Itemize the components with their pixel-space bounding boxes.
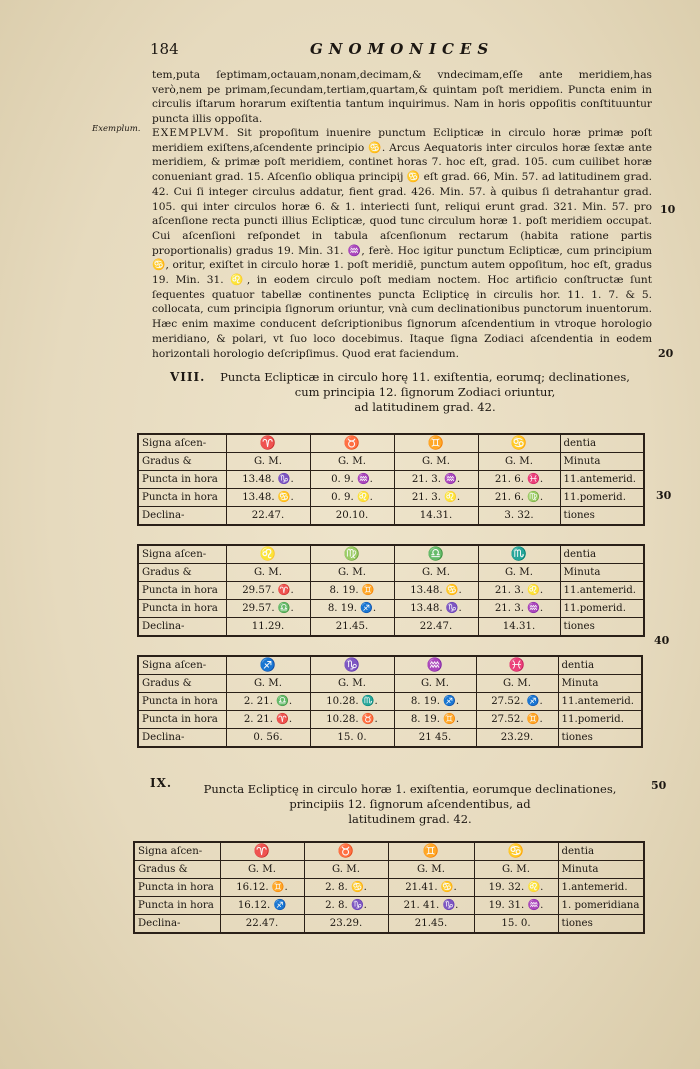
- table-cell: 21. 3. ♌.: [394, 489, 478, 507]
- table-row: [138, 656, 642, 675]
- table-cell: G. M.: [310, 564, 394, 582]
- row-suffix: Minuta: [558, 675, 642, 693]
- table-cell: 15. 0.: [310, 729, 394, 748]
- zodiac-sign: ♊: [394, 434, 478, 453]
- table-cell: 8. 19. ♐.: [394, 693, 476, 711]
- table-cell: 29.57. ♎.: [226, 600, 310, 618]
- table-cell: G. M.: [478, 453, 560, 471]
- row-label: Puncta in hora: [134, 879, 220, 897]
- example-paragraph: [152, 126, 652, 361]
- row-suffix: 11.antemerid.: [558, 693, 642, 711]
- section-ix-number: IX.: [150, 776, 173, 790]
- table-row: [134, 879, 644, 897]
- row-label: Puncta in hora: [138, 600, 226, 618]
- zodiac-sign: ♏: [478, 545, 560, 564]
- table-row: [134, 861, 644, 879]
- zodiac-sign: ♍: [310, 545, 394, 564]
- line-number-10: 10: [660, 203, 676, 216]
- row-suffix: 1. pomeridiana: [558, 897, 644, 915]
- table-row: [138, 582, 644, 600]
- table-row: [138, 564, 644, 582]
- row-suffix: dentia: [560, 434, 644, 453]
- table-cell: 19. 32. ♌.: [474, 879, 558, 897]
- table-row: [138, 675, 642, 693]
- zodiac-sign: ♐: [226, 656, 310, 675]
- row-suffix: tiones: [560, 618, 644, 637]
- section-ix-title-line: principiis 12. ſignorum aſcendentibus, ad: [289, 797, 531, 811]
- table-cell: 21. 41. ♑.: [388, 897, 474, 915]
- table-row: [134, 842, 644, 861]
- table-cell: G. M.: [220, 861, 304, 879]
- table-cell: 13.48. ♑.: [226, 471, 310, 489]
- section-viii-title: [220, 370, 630, 415]
- table-row: [134, 897, 644, 915]
- section-viii-title-line: cum principia 12. ſignorum Zodiaci oriuntur,: [294, 385, 556, 399]
- table-cell: 21. 6. ♓.: [478, 471, 560, 489]
- table-cell: 21. 6. ♍.: [478, 489, 560, 507]
- row-label: Signa aſcen-: [138, 434, 226, 453]
- table-row: [138, 489, 644, 507]
- table-cell: 0. 9. ♒.: [310, 471, 394, 489]
- table-cell: 3. 32.: [478, 507, 560, 526]
- table-row: [138, 600, 644, 618]
- table-cell: 10.28. ♉.: [310, 711, 394, 729]
- page-number: 184: [150, 40, 179, 58]
- declination-table-3: [137, 655, 643, 748]
- table-cell: 21.45.: [310, 618, 394, 637]
- zodiac-sign: ♒: [394, 656, 476, 675]
- table-row: [134, 915, 644, 934]
- table-cell: 16.12. ♊.: [220, 879, 304, 897]
- zodiac-sign: ♓: [476, 656, 558, 675]
- zodiac-sign: ♋: [474, 842, 558, 861]
- table-cell: G. M.: [226, 564, 310, 582]
- row-suffix: 11.pomerid.: [558, 711, 642, 729]
- table-cell: G. M.: [394, 675, 476, 693]
- table-cell: G. M.: [474, 861, 558, 879]
- table-row: [138, 471, 644, 489]
- zodiac-sign: ♈: [220, 842, 304, 861]
- table-cell: 21. 3. ♌.: [478, 582, 560, 600]
- zodiac-sign: ♉: [310, 434, 394, 453]
- row-label: Gradus &: [134, 861, 220, 879]
- table-cell: 8. 19. ♊.: [394, 711, 476, 729]
- table-cell: G. M.: [226, 675, 310, 693]
- running-title: GNOMONICES: [310, 40, 495, 58]
- table-cell: 22.47.: [220, 915, 304, 934]
- row-suffix: dentia: [560, 545, 644, 564]
- table-cell: 2. 21. ♎.: [226, 693, 310, 711]
- table-cell: 14.31.: [394, 507, 478, 526]
- section-ix-title-line: latitudinem grad. 42.: [348, 812, 472, 826]
- table-cell: 23.29.: [304, 915, 388, 934]
- table-cell: 21 45.: [394, 729, 476, 748]
- table-cell: 22.47.: [226, 507, 310, 526]
- row-suffix: 11.pomerid.: [560, 489, 644, 507]
- table-row: [138, 507, 644, 526]
- table-cell: 29.57. ♈.: [226, 582, 310, 600]
- section-viii-title-line: ad latitudinem grad. 42.: [354, 400, 496, 414]
- table-row: [138, 545, 644, 564]
- row-label: Signa aſcen-: [138, 656, 226, 675]
- zodiac-sign: ♉: [304, 842, 388, 861]
- page-header: [150, 40, 530, 60]
- table-cell: 2. 8. ♑.: [304, 897, 388, 915]
- row-suffix: tiones: [560, 507, 644, 526]
- row-suffix: 11.antemerid.: [560, 582, 644, 600]
- table-cell: G. M.: [388, 861, 474, 879]
- zodiac-sign: ♋: [478, 434, 560, 453]
- row-label: Declina-: [138, 729, 226, 748]
- intro-paragraph: [152, 68, 652, 127]
- section-ix-title: [200, 782, 620, 827]
- table-cell: G. M.: [310, 675, 394, 693]
- table-cell: 21. 3. ♒.: [478, 600, 560, 618]
- table-row: [138, 453, 644, 471]
- row-label: Signa aſcen-: [134, 842, 220, 861]
- table-cell: 23.29.: [476, 729, 558, 748]
- line-number-50: 50: [651, 779, 667, 792]
- table-cell: 10.28. ♏.: [310, 693, 394, 711]
- zodiac-sign: ♈: [226, 434, 310, 453]
- table-cell: 20.10.: [310, 507, 394, 526]
- row-label: Puncta in hora: [134, 897, 220, 915]
- table-row: [138, 729, 642, 748]
- table-cell: 22.47.: [394, 618, 478, 637]
- row-label: Signa aſcen-: [138, 545, 226, 564]
- intro-text: tem,puta ſeptimam,octauam,nonam,decimam,& vndecimam,eſſe ante meridiem,has verò,nem pe primam,ſecundam,tertiam,quartam,& quintam poſt meridiem. Puncta enim in circulis iſtarum horarum exiſtentia tantum inquirimus. Nam in horis oppoſitis conſtituuntur puncta illis oppoſita.: [152, 69, 652, 126]
- zodiac-sign: ♑: [310, 656, 394, 675]
- table-cell: 0. 56.: [226, 729, 310, 748]
- declination-table-2: [137, 544, 645, 637]
- example-text-wrapper: [152, 126, 652, 361]
- row-suffix: tiones: [558, 729, 642, 748]
- row-label: Gradus &: [138, 675, 226, 693]
- row-suffix: Minuta: [560, 564, 644, 582]
- section-viii-number: VIII.: [170, 370, 206, 384]
- table-row: [138, 693, 642, 711]
- row-label: Puncta in hora: [138, 582, 226, 600]
- table-row: [138, 434, 644, 453]
- table-cell: 21. 3. ♒.: [394, 471, 478, 489]
- table-cell: 8. 19. ♐.: [310, 600, 394, 618]
- line-number-20: 20: [658, 347, 674, 360]
- row-label: Puncta in hora: [138, 693, 226, 711]
- row-suffix: 11.antemerid.: [560, 471, 644, 489]
- row-suffix: dentia: [558, 842, 644, 861]
- zodiac-sign: ♊: [388, 842, 474, 861]
- row-label: Puncta in hora: [138, 471, 226, 489]
- table-cell: 13.48. ♋.: [226, 489, 310, 507]
- zodiac-sign: ♎: [394, 545, 478, 564]
- row-label: Puncta in hora: [138, 711, 226, 729]
- table-cell: 19. 31. ♒.: [474, 897, 558, 915]
- table-cell: 2. 8. ♋.: [304, 879, 388, 897]
- table-cell: 0. 9. ♌.: [310, 489, 394, 507]
- line-number-40: 40: [654, 634, 670, 647]
- row-label: Gradus &: [138, 453, 226, 471]
- table-row: [138, 711, 642, 729]
- row-suffix: Minuta: [558, 861, 644, 879]
- declination-table-4: [133, 841, 645, 934]
- row-suffix: Minuta: [560, 453, 644, 471]
- row-suffix: tiones: [558, 915, 644, 934]
- section-viii-title-line: Puncta Eclipticæ in circulo horę 11. exiſtentia, eorumq; declinationes,: [220, 370, 630, 384]
- table-cell: 21.41. ♋.: [388, 879, 474, 897]
- table-cell: 15. 0.: [474, 915, 558, 934]
- example-text: Sit propoſitum inuenire punctum Eclipticæ in circulo horæ primæ poſt meridiem exiſtens,aſcendente principio ♋. Arcus Aequatoris inter circulos horæ ſextæ ante meridiem, & primæ poſt meridiem, continet horas 7. hoc eſt, grad. 105. cum cuilibet horæ conueniant grad. 15. Aſcenſio obliqua principij ♋ eſt grad. 66, Min. 57. ad latitudinem grad. 42. Cui ſi integer circulus addatur, fient grad. 426. Min. 57. à quibus ſi detrahantur grad. 105. qui inter circulos horæ 6. & 1. interiecti ſunt, reliqui erunt grad. 321. Min. 57. pro aſcenſione recta puncti illius Eclipticæ, quod tunc circulum horæ 1. poſt meridiem occupat. Cui aſcenſioni reſpondet in tabula aſcenſionum rectarum (habita ratione partis proportionalis) gradus 19. Min. 31. ♒, ferè. Hoc igitur punctum Eclipticæ, cum principium ♋, oritur, exiſtet in circulo horæ 1. poſt meridiē, punctum autem oppoſitum, hoc eſt, gradus 19. Min. 31. ♌, in eodem circulo poſt mediam noctem. Hoc artificio conſtructæ ſunt ſequentes quatuor tabellæ continentes puncta Eclipticę in circulis hor. 11. 1. 7. & 5. collocata, cum principia ſignorum oriuntur, vnà cum declinationibus punctorum inuentorum. Hæc enim maxime conducent deſcriptionibus ſignorum aſcendentium in vtroque horologio meridiano, & polari, vt ſuo loco docebimus. Itaque ſigna Zodiaci aſcendentia in eodem horizontali horologio deſcripſimus. Quod erat faciendum.: [152, 127, 652, 360]
- declination-table-1: [137, 433, 645, 526]
- table-cell: 21.45.: [388, 915, 474, 934]
- table-cell: G. M.: [476, 675, 558, 693]
- section-ix-title-line: Puncta Eclipticę in circulo horæ 1. exiſtentia, eorumque declinationes,: [203, 782, 617, 796]
- table-cell: G. M.: [304, 861, 388, 879]
- table-cell: 2. 21. ♈.: [226, 711, 310, 729]
- table-row: [138, 618, 644, 637]
- row-label: Declina-: [138, 507, 226, 526]
- row-suffix: 1.antemerid.: [558, 879, 644, 897]
- row-label: Declina-: [138, 618, 226, 637]
- row-label: Gradus &: [138, 564, 226, 582]
- table-cell: G. M.: [394, 564, 478, 582]
- line-number-30: 30: [656, 489, 672, 502]
- zodiac-sign: ♌: [226, 545, 310, 564]
- table-cell: 13.48. ♑.: [394, 600, 478, 618]
- table-cell: 27.52. ♊.: [476, 711, 558, 729]
- row-label: Puncta in hora: [138, 489, 226, 507]
- table-cell: 8. 19. ♊: [310, 582, 394, 600]
- example-heading: EXEMPLVM.: [152, 127, 230, 139]
- table-cell: G. M.: [394, 453, 478, 471]
- table-cell: 27.52. ♐.: [476, 693, 558, 711]
- row-suffix: 11.pomerid.: [560, 600, 644, 618]
- row-label: Declina-: [134, 915, 220, 934]
- margin-note: Exemplum.: [92, 124, 141, 134]
- table-cell: G. M.: [226, 453, 310, 471]
- table-cell: G. M.: [310, 453, 394, 471]
- row-suffix: dentia: [558, 656, 642, 675]
- table-cell: G. M.: [478, 564, 560, 582]
- table-cell: 11.29.: [226, 618, 310, 637]
- table-cell: 13.48. ♋.: [394, 582, 478, 600]
- table-cell: 16.12. ♐: [220, 897, 304, 915]
- table-cell: 14.31.: [478, 618, 560, 637]
